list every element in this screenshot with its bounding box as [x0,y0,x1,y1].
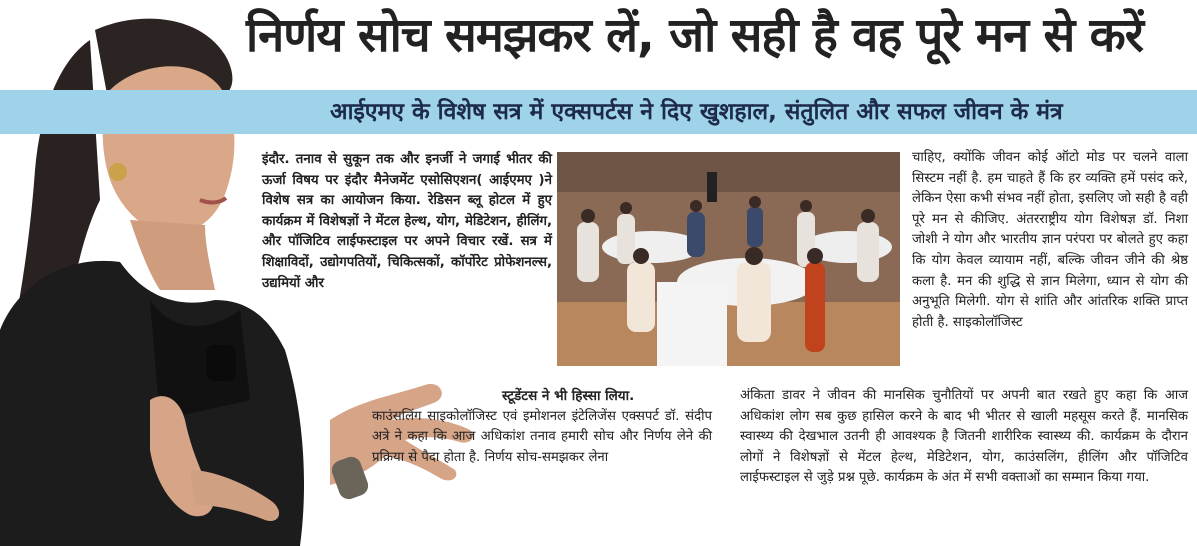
subheadline: आईएमए के विशेष सत्र में एक्सपर्टस ने दिए खुशहाल, संतुलित और सफल जीवन के मंत्र [330,99,1063,125]
article-column-right-bottom: अंकिता डावर ने जीवन की मानसिक चुनौतियों पर अपनी बात रखते हुए कहा कि आज अधिकांश लोग सब कुछ हासिल करने के बाद भी भीतर से खाली महसूस करते हैं. मानसिक स्वास्थ्य की देखभाल उतनी ही आवश्यक है जितनी शारीरिक स्वास्थ्य की. कार्यक्रम के दौरान लोगों ने विशेषज्ञों से मेंटल हेल्थ, मेडिटेशन, योग, काउंसलिंग, हीलिंग और पॉजिटिव लाईफस्टाइल से जुड़े प्रश्न पूछे. कार्यक्रम के अंत में सभी वक्ताओं का सम्मान किया गया. [740,388,1188,486]
headline: निर्णय सोच समझकर लें, जो सही है वह पूरे मन से करें [246,8,1143,63]
event-photo [557,152,900,366]
article-column-right-top: चाहिए, क्योंकि जीवन कोई ऑटो मोड पर चलने वाला सिस्टम नहीं है. हम चाहते हैं कि हर व्यक्ति हमें पसंद करे, लेकिन ऐसा कभी संभव नहीं होता, इसलिए जो सही है वही पूरे मन से कीजिए. अंतरराष्ट्रीय योग विशेषज्ञ डॉ. निशा जोशी ने योग और भारतीय ज्ञान परंपरा पर बोलते हुए कहा कि योग केवल व्यायाम नहीं, बल्कि जीवन जीने की श्रेष्ठ कला है. मन की शुद्धि से ज्ञान मिलेगा, ध्यान से योग की अनुभूति मिलेगी. योग से शांति और आंतरिक शक्ति प्राप्त होती है. साइकोलॉजिस्ट [912,150,1188,330]
column-b-body: काउंसलिंग साइकोलॉजिस्ट एवं इमोशनल इंटेलिजेंस एक्सपर्ट डॉ. संदीप अत्रे ने कहा कि आज अधिकांश तनाव हमारी सोच और निर्णय लेने की प्रक्रिया से पैदा होता है. निर्णय सोच-समझकर लेना [372,408,712,465]
article-column-intro: इंदौर. तनाव से सुकून तक और इनर्जी ने जगाई भीतर की ऊर्जा विषय पर इंदौर मैनेजमेंट एसोसिएशन( आईएमए )ने विशेष सत्र का आयोजन किया. रेडिसन ब्लू होटल में हुए कार्यक्रम में विशेषज्ञों ने मेंटल हेल्थ, योग, मेडिटेशन, हीलिंग, और पॉजिटिव लाईफस्टाइल पर अपने विचार रखें. सत्र में शिक्षाविदों, उद्योगपतियों, चिकित्सकों, कॉर्पोरेट प्रोफेशनल्स, उद्यमियों और [262,152,552,291]
article-column-middle [372,386,712,468]
column-b-lead: स्टूडेंटस ने भी हिस्सा लिया. [502,388,635,404]
